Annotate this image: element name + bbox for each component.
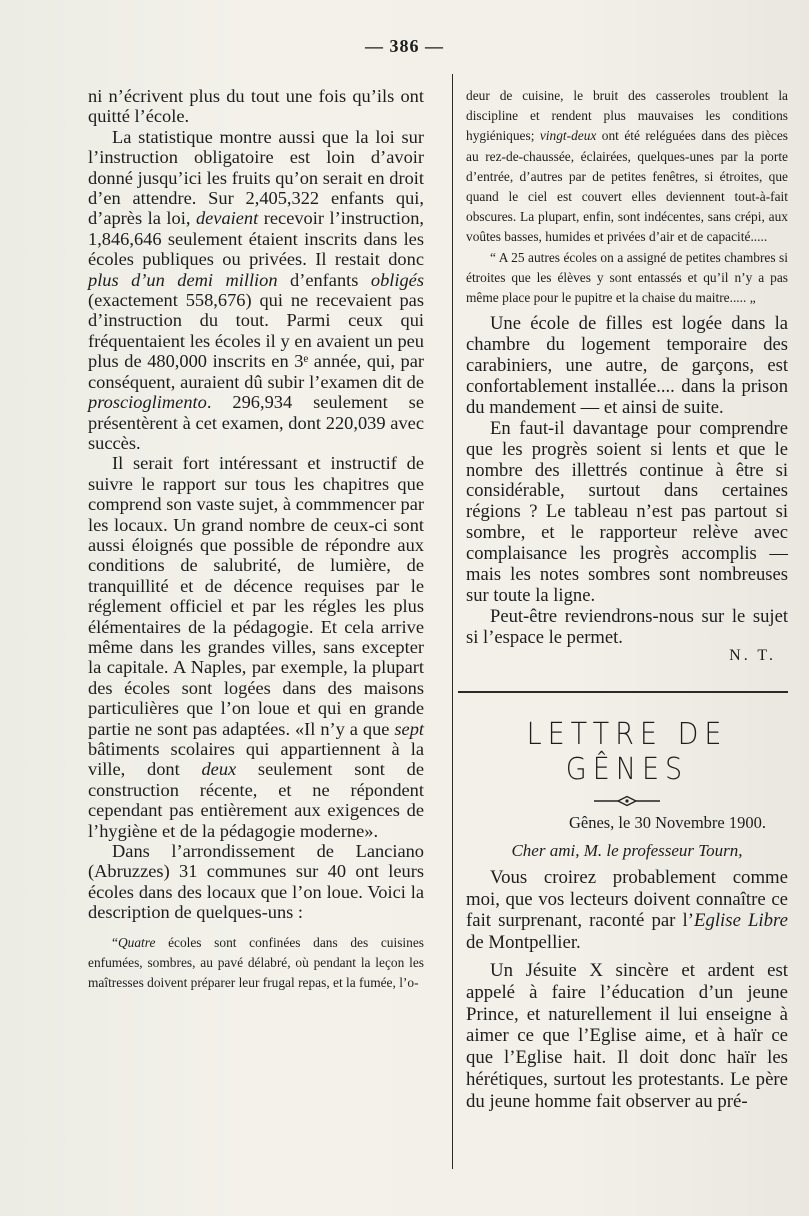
text-run: ont été reléguées dans des pièces au rez-de-chaussée, éclairées, quelques-unes par la porte d’entrée, d’autres par de petites fenêtres, si étroites, que quand le ciel est couvert elles deviennent tout-à-fait obscures. La plupart, enfin, sont indécentes, sans crépi, aux voûtes basses, humides et privées d’air et de capacité.....: [466, 128, 789, 245]
right-column: [466, 86, 788, 1113]
quote-mark: “: [112, 934, 118, 950]
emphasis: sept: [394, 718, 424, 739]
quotation-second: “ A 25 autres écoles on a assigné de petites chambres si étroites que les élèves y sont entassés et qu’il n’y a pas même place pour le pupitre et la chaise du maitre..... „: [466, 249, 788, 306]
text-run: La statistique montre aussi que la loi sur l’instruction obligatoire est loin d’avoir donné jusqu’ici les fruits qu’on serait en droit d’en attendre. Sur 2,405,322 enfants qui, d’après la loi,: [88, 126, 424, 229]
emphasis: vingt-deux: [539, 128, 597, 144]
emphasis: devaient: [195, 208, 259, 229]
text-run: écoles sont confinées dans des cuisines enfumées, sombres, au pavé délabré, où pendant la leçon les maîtresses doivent préparer leur frugal repas, et la fumée, l’o-: [88, 934, 424, 991]
letter-paragraph-1: [466, 867, 788, 954]
paragraph-ecole-filles: Une école de filles est logée dans la chambre du logement temporaire des carabiniers, une autre, de garçons, est confortablement installée.... dans la prison du mandement — et ainsi de suite.: [466, 313, 788, 418]
paragraph-statistics: [88, 127, 424, 454]
text-run: seulement sont de construction récente, et ne répondent cependant pas entièrement aux exigences de l’hygiène et de la pédagogie moderne».: [88, 759, 424, 841]
section-title: LETTRE DE GÊNES: [526, 717, 728, 787]
emphasis: Eglise Libre: [693, 910, 788, 932]
section-rule: [458, 691, 788, 693]
left-column: [88, 86, 424, 993]
letter-dateline: Gênes, le 30 Novembre 1900.: [568, 812, 766, 832]
letter-paragraph-2: Un Jésuite X sincère et ardent est appelé à faire l’éducation d’un jeune Prince, et naturellement il lui enseigne à aimer ce que l’Eglise aime, et à haïr ce que l’Eglise hait. Il doit donc haïr les hérétiques, surtout les protestants. Le père du jeune homme fait observer au pré-: [466, 959, 788, 1112]
text-run: recevoir l’instruction, 1,846,646 seulement étaient inscrits dans les écoles publiques ou privées. Il restait donc: [88, 208, 424, 270]
column-divider: [452, 74, 453, 1169]
text-run: deur de cuisine, le bruit des casseroles troublent la discipline et rendent plus mauvaises les conditions hygiéniques;: [466, 88, 788, 144]
quotation-continuation: [466, 86, 788, 248]
emphasis: obligés: [370, 269, 424, 290]
letter-salutation: Cher ami, M. le professeur Tourn,: [511, 840, 743, 860]
emphasis: deux: [201, 759, 237, 780]
text-run: (exactement 558,676) qui ne recevaient pas d’instruction du tout. Parmi ceux qui fréquentaient les écoles il y en avaient un peu plus de 480,000 inscrits en 3ᵉ année, qui, par conséquent, auraient dû subir l’examen dit de: [88, 290, 424, 392]
text-run: Vous croirez probablement comme moi, que vos lecteurs doivent connaître ce fait surprenant, raconté par l’: [466, 866, 788, 932]
emphasis: plus d’un demi million: [88, 269, 278, 290]
quotation-start: [88, 933, 424, 994]
paragraph-continuation: ni n’écrivent plus du tout une fois qu’ils ont quitté l’école.: [88, 86, 424, 127]
text-run: . 296,934 seulement se présentèrent à cet examen, dont 220,039 avec succès.: [88, 392, 424, 453]
emphasis: proscioglimento: [88, 392, 207, 413]
ornament-icon: [592, 795, 662, 807]
text-run: de Montpellier.: [466, 932, 581, 954]
paragraph-lanciano: Dans l’arrondissement de Lanciano (Abruzzes) 31 communes sur 40 ont leurs écoles dans des locaux que l’on loue. Voici la description de quelques-uns :: [88, 841, 424, 923]
paragraph-conclusion: En faut-il davantage pour comprendre que les progrès soient si lents et que le nombre des illettrés continue à être si considérable, surtout dans certaines régions ? Le tableau n’est pas partout si sombre, et le rapporteur relève avec complaisance les progrès accomplis — mais les notes sombres sont nombreuses sur toute la ligne.: [466, 417, 788, 607]
emphasis: Quatre: [117, 934, 156, 950]
paragraph-locaux: [88, 453, 424, 841]
text-run: bâtiments scolaires qui appartiennent à la ville, dont: [88, 739, 424, 780]
author-signature: N. T.: [729, 646, 776, 664]
text-run: Il serait fort intéressant et instructif de suivre le rapport sur tous les chapitres que comprend son vaste sujet, à commmencer par les locaux. Un grand nombre de ceux-ci sont aussi éloignés que possible de répondre aux conditions de salubrité, de lumière, de tranquillité et de décence requises par le réglement officiel et par les régles les plus élémentaires de la pédagogie. Et cela arrive même dans les grandes villes, sans excepter la capitale. A Naples, par exemple, la plupart des écoles sont logées dans des maisons particulières que l’on loue et qui en grande partie ne sont pas adaptées. «Il n’y a que: [88, 453, 424, 739]
page-number: — 386 —: [365, 36, 444, 56]
text-run: d’enfants: [277, 269, 371, 290]
paragraph-closing: Peut-être reviendrons-nous sur le sujet si l’espace le permet.: [466, 605, 788, 648]
